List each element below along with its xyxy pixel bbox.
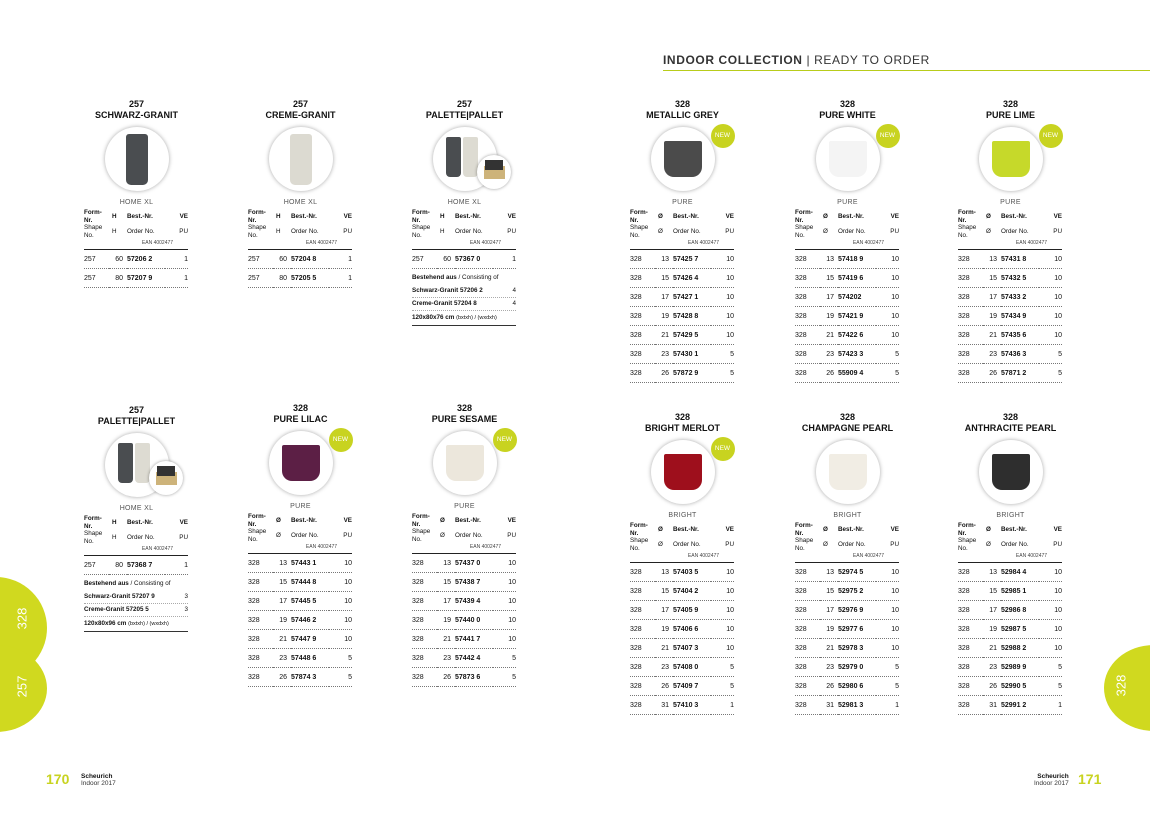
- product-series: PURE: [290, 503, 311, 510]
- product-series: BRIGHT: [833, 512, 862, 519]
- product-bright-merlot: [630, 412, 735, 715]
- product-number: 328: [456, 403, 473, 413]
- product-number: 257: [128, 405, 145, 415]
- product-image: [664, 141, 702, 177]
- table-row: 328 19 57428 8 10: [630, 307, 734, 326]
- table-row: 328 26 57409 7 5: [630, 677, 734, 696]
- table-row: 328 23 57442 4 5: [412, 649, 516, 668]
- table-row: 328 17 57433 2 10: [958, 288, 1062, 307]
- table-row: 257 80 57207 9 1: [84, 269, 188, 288]
- product-number: 257: [128, 99, 145, 109]
- table-row: 328 19 57440 0 10: [412, 611, 516, 630]
- product-series: BRIGHT: [668, 512, 697, 519]
- new-badge: NEW: [493, 428, 517, 452]
- vase-dark-image: [446, 137, 461, 177]
- product-champagne-pearl: [795, 412, 900, 715]
- product-photo[interactable]: [651, 440, 731, 504]
- consisting-item: Schwarz-Granit 57206 2 4: [412, 285, 516, 298]
- table-row: 328 15 57438 7 10: [412, 573, 516, 592]
- table-row: 328 23 57448 6 5: [248, 649, 352, 668]
- product-name: SCHWARZ-GRANIT: [95, 110, 178, 120]
- header-rule: [663, 70, 1150, 71]
- product-name: PALETTE|PALLET: [97, 416, 176, 426]
- table-row: 328 21 52978 3 10: [795, 639, 899, 658]
- table-row: 328 15 57444 8 10: [248, 573, 352, 592]
- table-row: 328 26 57872 9 5: [630, 364, 734, 383]
- product-number: 257: [456, 99, 473, 109]
- order-table: Form-Nr. H Best.-Nr. VE Shape No. H Order No. PU EAN 4002477 257 60 57204 8 1 257 80 57205 5 1: [248, 209, 352, 288]
- table-row: 328 15 57432 5 10: [958, 269, 1062, 288]
- table-row: 328 26 52980 6 5: [795, 677, 899, 696]
- product-photo[interactable]: [105, 127, 169, 191]
- table-row: 328 17 57427 1 10: [630, 288, 734, 307]
- table-row: 328 13 52974 5 10: [795, 563, 899, 582]
- product-series: BRIGHT: [996, 512, 1025, 519]
- table-row: 257 60 57367 0 1: [412, 250, 516, 269]
- product-photo[interactable]: [269, 127, 333, 191]
- table-row: 328 23 57423 3 5: [795, 345, 899, 364]
- product-number: 328: [292, 403, 309, 413]
- product-photo[interactable]: [433, 431, 513, 495]
- new-badge: NEW: [1039, 124, 1063, 148]
- header-subtitle: READY TO ORDER: [814, 53, 930, 67]
- order-table: Form-Nr. Ø Best.-Nr. VE Shape No. Ø Order No. PU EAN 4002477 328 13 57418 9 10 328 15 57419 6 10 328 17 574202 10 328 19 57421 9 10 328 21 57422 6 10 328 23 57423 3 5 328 26 55909 4 5: [795, 209, 899, 383]
- product-number: 328: [674, 99, 691, 109]
- product-metallic-grey: [630, 99, 735, 383]
- product-number: 328: [674, 412, 691, 422]
- table-row: 257 60 57206 2 1: [84, 250, 188, 269]
- product-image: [829, 454, 867, 490]
- table-row: 257 60 57204 8 1: [248, 250, 352, 269]
- product-series: HOME XL: [119, 505, 154, 512]
- product-image: [282, 445, 320, 481]
- table-row: 328 13 57431 8 10: [958, 250, 1062, 269]
- table-row: 328 31 52991 2 1: [958, 696, 1062, 715]
- product-anthracite-pearl: [958, 412, 1063, 715]
- table-row: 328 17 52976 9 10: [795, 601, 899, 620]
- product-image: [992, 454, 1030, 490]
- product-series: PURE: [1000, 199, 1021, 206]
- table-row: 328 13 52984 4 10: [958, 563, 1062, 582]
- consisting-item: Schwarz-Granit 57207 9 3: [84, 591, 188, 604]
- product-image: [446, 445, 484, 481]
- pallet-image: [477, 155, 511, 189]
- product-name: METALLIC GREY: [646, 110, 719, 120]
- table-row: 328 13 57418 9 10: [795, 250, 899, 269]
- table-row: 257 80 57205 5 1: [248, 269, 352, 288]
- product-photo[interactable]: [105, 433, 169, 497]
- table-row: 328 15 57404 2 10: [630, 582, 734, 601]
- product-photo[interactable]: [816, 440, 880, 504]
- page-number-left: 170: [46, 771, 70, 787]
- table-row: 328 19 57406 6 10: [630, 620, 734, 639]
- product-name: PURE SESAME: [431, 414, 498, 424]
- product-series: PURE: [837, 199, 858, 206]
- page-header: [663, 53, 930, 67]
- table-row: 328 17 57445 5 10: [248, 592, 352, 611]
- product-photo[interactable]: [979, 440, 1043, 504]
- product-name: PURE LILAC: [273, 414, 328, 424]
- vase-dark-image: [118, 443, 133, 483]
- product-name: BRIGHT MERLOT: [645, 423, 720, 433]
- section-tab-257-left[interactable]: 257: [0, 645, 47, 732]
- product-palette-2: [84, 405, 189, 632]
- product-pure-lilac: [248, 403, 353, 687]
- order-table: Form-Nr. Ø Best.-Nr. VE Shape No. Ø Order No. PU EAN 4002477 328 13 57443 1 10 328 15 57444 8 10 328 17 57445 5 10 328 19 57446 2 10 328 21 57447 9 10 328 23 57448 6 5 328 26 57874 3 5: [248, 513, 352, 687]
- product-creme-granit: [248, 99, 353, 288]
- table-row: 328 21 57441 7 10: [412, 630, 516, 649]
- product-number: 328: [1002, 412, 1019, 422]
- product-name: CREME-GRANIT: [265, 110, 336, 120]
- product-series: HOME XL: [119, 199, 154, 206]
- vase-light-image: [135, 443, 150, 483]
- order-table: Form-Nr. Ø Best.-Nr. VE Shape No. Ø Order No. PU EAN 4002477 328 13 52984 4 10 328 15 52985 1 10 328 17 52986 8 10 328 19 52987 5 10 328 21 52988 2 10 328 23 52989 9 5 328 26 52990 5 5 328 31 52991 2 1: [958, 522, 1062, 715]
- pallet-image: [149, 461, 183, 495]
- table-row: 328 31 52981 3 1: [795, 696, 899, 715]
- table-row: 257 80 57368 7 1: [84, 556, 188, 575]
- new-badge: NEW: [711, 437, 735, 461]
- table-row: 328 13 57403 5 10: [630, 563, 734, 582]
- table-row: 328 13 57425 7 10: [630, 250, 734, 269]
- product-name: CHAMPAGNE PEARL: [801, 423, 894, 433]
- footer-right: Scheurich Indoor 2017: [1034, 773, 1069, 787]
- product-image: [664, 454, 702, 490]
- consisting-of: Bestehend aus / Consisting of Schwarz-Granit 57206 2 4 Creme-Granit 57204 8 4 120x80x76 cm (bxtxh) / (wxdxh): [412, 271, 516, 326]
- product-photo[interactable]: [979, 127, 1059, 191]
- table-row: 328 23 57408 0 5: [630, 658, 734, 677]
- table-row: 328 15 52975 2 10: [795, 582, 899, 601]
- product-image: [126, 134, 148, 185]
- table-row: 328 23 52979 0 5: [795, 658, 899, 677]
- order-table: Form-Nr. Ø Best.-Nr. VE Shape No. Ø Order No. PU EAN 4002477 328 13 57437 0 10 328 15 57438 7 10 328 17 57439 4 10 328 19 57440 0 10 328 21 57441 7 10 328 23 57442 4 5 328 26 57873 6 5: [412, 513, 516, 687]
- product-image: [829, 141, 867, 177]
- product-series: HOME XL: [283, 199, 318, 206]
- table-row: 328 26 52990 5 5: [958, 677, 1062, 696]
- page-number-right: 171: [1078, 771, 1102, 787]
- product-image: [290, 134, 312, 185]
- table-row: 328 15 57426 4 10: [630, 269, 734, 288]
- product-photo[interactable]: [816, 127, 896, 191]
- product-series: HOME XL: [447, 199, 482, 206]
- product-name: PURE LIME: [985, 110, 1035, 120]
- table-row: 328 17 57439 4 10: [412, 592, 516, 611]
- table-row: 328 26 57874 3 5: [248, 668, 352, 687]
- product-series: PURE: [454, 503, 475, 510]
- product-number: 328: [839, 412, 856, 422]
- new-badge: NEW: [329, 428, 353, 452]
- product-name: PALETTE|PALLET: [425, 110, 504, 120]
- table-row: 328 21 57422 6 10: [795, 326, 899, 345]
- product-number: 328: [1002, 99, 1019, 109]
- product-photo[interactable]: [433, 127, 497, 191]
- table-row: 328 26 55909 4 5: [795, 364, 899, 383]
- order-table: Form-Nr. H Best.-Nr. VE Shape No. H Order No. PU EAN 4002477 257 60 57367 0 1: [412, 209, 516, 269]
- table-row: 328 21 57407 3 10: [630, 639, 734, 658]
- table-row: 328 19 57421 9 10: [795, 307, 899, 326]
- table-row: 328 23 57430 1 5: [630, 345, 734, 364]
- table-row: 328 17 57405 9 10: [630, 601, 734, 620]
- product-name: ANTHRACITE PEARL: [964, 423, 1057, 433]
- product-image: [992, 141, 1030, 177]
- collection-title: INDOOR COLLECTION: [663, 53, 803, 67]
- product-pure-sesame: [412, 403, 517, 687]
- product-pure-white: [795, 99, 900, 383]
- product-pure-lime: [958, 99, 1063, 383]
- section-tab-328-left[interactable]: 328: [0, 577, 47, 679]
- table-row: 328 23 52989 9 5: [958, 658, 1062, 677]
- table-row: 328 17 574202 10: [795, 288, 899, 307]
- table-row: 328 15 57419 6 10: [795, 269, 899, 288]
- table-row: 328 26 57871 2 5: [958, 364, 1062, 383]
- table-row: 328 13 57437 0 10: [412, 554, 516, 573]
- table-row: 328 23 57436 3 5: [958, 345, 1062, 364]
- table-row: 328 21 57429 5 10: [630, 326, 734, 345]
- table-row: 328 21 57435 6 10: [958, 326, 1062, 345]
- product-photo[interactable]: [269, 431, 349, 495]
- table-row: 328 19 52987 5 10: [958, 620, 1062, 639]
- footer-left: Scheurich Indoor 2017: [81, 773, 116, 787]
- product-palette-1: [412, 99, 517, 326]
- product-name: PURE WHITE: [819, 110, 876, 120]
- order-table: Form-Nr. H Best.-Nr. VE Shape No. H Order No. PU EAN 4002477 257 80 57368 7 1: [84, 515, 188, 575]
- table-row: 328 19 57434 9 10: [958, 307, 1062, 326]
- product-schwarz-granit: [84, 99, 189, 288]
- order-table: Form-Nr. Ø Best.-Nr. VE Shape No. Ø Order No. PU EAN 4002477 328 13 57425 7 10 328 15 57426 4 10 328 17 57427 1 10 328 19 57428 8 10 328 21 57429 5 10 328 23 57430 1 5 328 26 57872 9 5: [630, 209, 734, 383]
- new-badge: NEW: [711, 124, 735, 148]
- table-row: 328 13 57443 1 10: [248, 554, 352, 573]
- new-badge: NEW: [876, 124, 900, 148]
- header-separator: |: [806, 53, 811, 67]
- section-tab-328-right[interactable]: 328: [1104, 645, 1150, 731]
- order-table: Form-Nr. Ø Best.-Nr. VE Shape No. Ø Order No. PU EAN 4002477 328 13 57403 5 10 328 15 57404 2 10 328 17 57405 9 10 328 19 57406 6 10 328 21 57407 3 10 328 23 57408 0 5 328 26 57409 7 5 328 31 57410 3 1: [630, 522, 734, 715]
- table-row: 328 19 52977 6 10: [795, 620, 899, 639]
- consisting-of: Bestehend aus / Consisting of Schwarz-Granit 57207 9 3 Creme-Granit 57205 5 3 120x80x96 cm (bxtxh) / (wxdxh): [84, 577, 188, 632]
- consisting-item: Creme-Granit 57204 8 4: [412, 298, 516, 311]
- table-row: 328 17 52986 8 10: [958, 601, 1062, 620]
- product-series: PURE: [672, 199, 693, 206]
- vase-light-image: [463, 137, 478, 177]
- product-photo[interactable]: [651, 127, 731, 191]
- table-row: 328 15 52985 1 10: [958, 582, 1062, 601]
- table-row: 328 19 57446 2 10: [248, 611, 352, 630]
- order-table: Form-Nr. Ø Best.-Nr. VE Shape No. Ø Order No. PU EAN 4002477 328 13 52974 5 10 328 15 52975 2 10 328 17 52976 9 10 328 19 52977 6 10 328 21 52978 3 10 328 23 52979 0 5 328 26 52980 6 5 328 31 52981 3 1: [795, 522, 899, 715]
- table-row: 328 31 57410 3 1: [630, 696, 734, 715]
- table-row: 328 21 52988 2 10: [958, 639, 1062, 658]
- table-row: 328 21 57447 9 10: [248, 630, 352, 649]
- consisting-item: Creme-Granit 57205 5 3: [84, 604, 188, 617]
- product-number: 257: [292, 99, 309, 109]
- table-row: 328 26 57873 6 5: [412, 668, 516, 687]
- order-table: Form-Nr. Ø Best.-Nr. VE Shape No. Ø Order No. PU EAN 4002477 328 13 57431 8 10 328 15 57432 5 10 328 17 57433 2 10 328 19 57434 9 10 328 21 57435 6 10 328 23 57436 3 5 328 26 57871 2 5: [958, 209, 1062, 383]
- order-table: Form-Nr. H Best.-Nr. VE Shape No. H Order No. PU EAN 4002477 257 60 57206 2 1 257 80 57207 9 1: [84, 209, 188, 288]
- product-number: 328: [839, 99, 856, 109]
